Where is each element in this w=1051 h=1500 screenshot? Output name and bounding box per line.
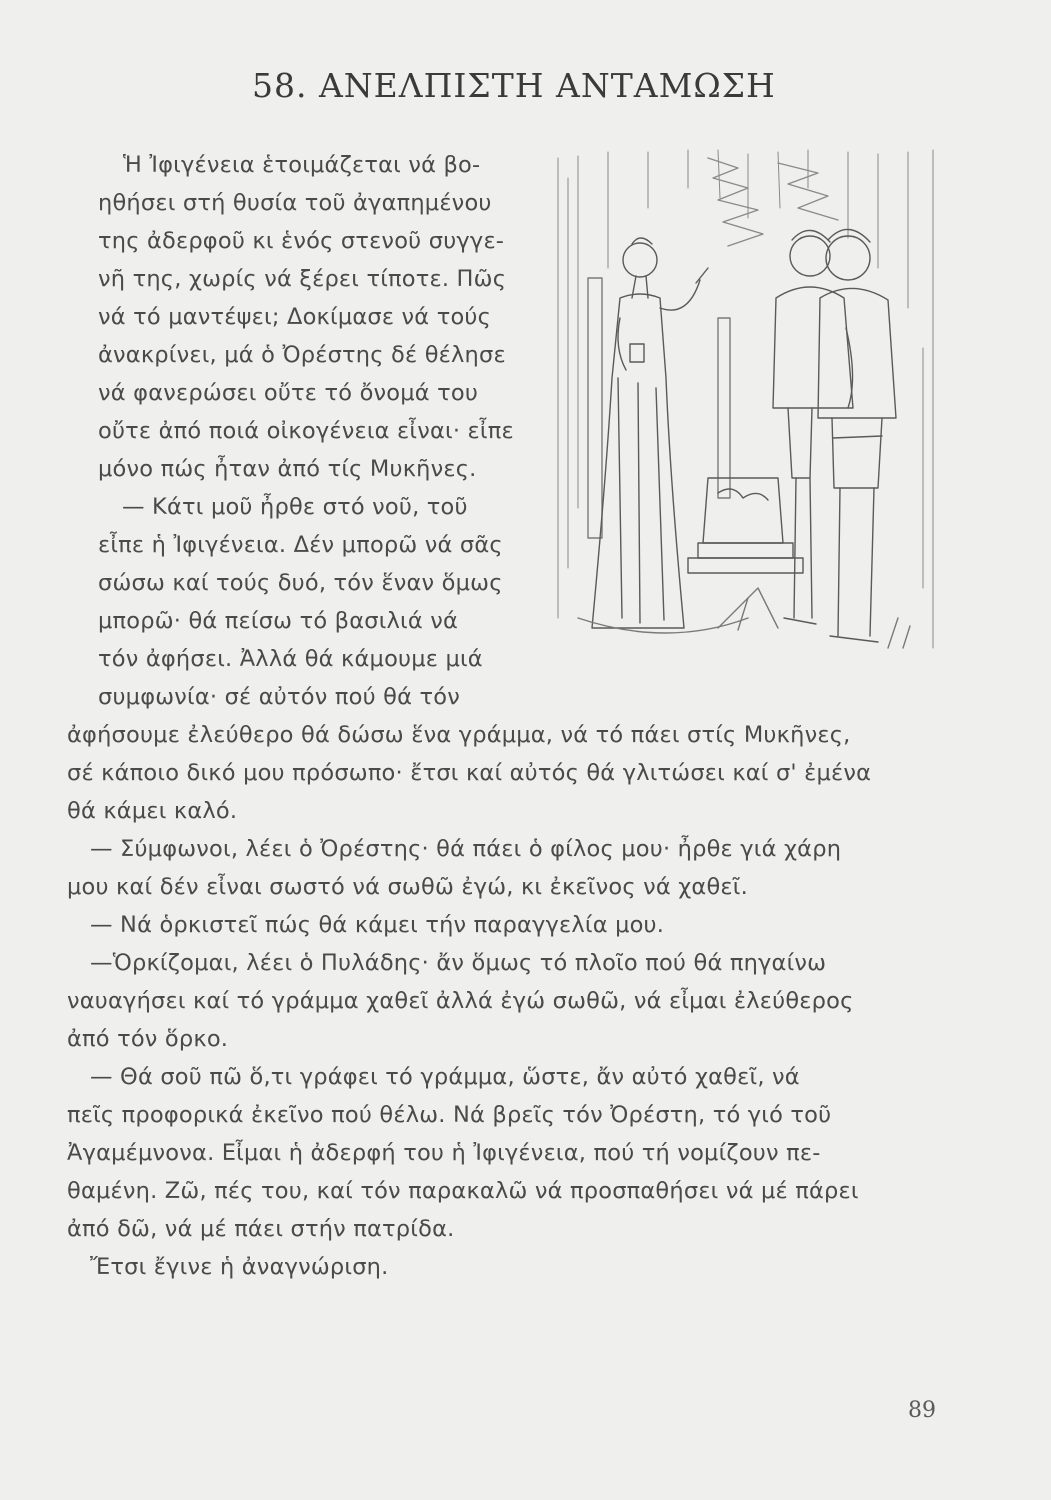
text-line: νά φανερώσει οὔτε τό ὄνομά του (98, 380, 479, 406)
text-line: — Κάτι μοῦ ἦρθε στό νοῦ, τοῦ (122, 494, 468, 520)
page-number: 89 (908, 1398, 936, 1423)
text-line: θαμένη. Ζῶ, πές του, καί τόν παρακαλῶ νά προσπαθήσει νά μέ πάρει (67, 1178, 859, 1204)
text-line: ναυαγήσει καί τό γράμμα χαθεῖ ἀλλά ἐγώ σωθῶ, νά εἶμαι ἐλεύθερος (67, 988, 854, 1014)
text-line: ἀφήσουμε ἐλεύθερο θά δώσω ἕνα γράμμα, νά τό πάει στίς Μυκῆνες, (67, 722, 851, 748)
text-line: μόνο πώς ἦταν ἀπό τίς Μυκῆνες. (98, 456, 477, 482)
text-line: τόν ἀφήσει. Ἀλλά θά κάμουμε μιά (98, 646, 483, 672)
text-line: νῆ της, χωρίς νά ξέρει τίποτε. Πῶς (98, 266, 507, 292)
text-line: Ἡ Ἰφιγένεια ἑτοιμάζεται νά βο- (123, 152, 481, 178)
text-line: Ἔτσι ἔγινε ἡ ἀναγνώριση. (90, 1254, 389, 1280)
text-line: οὔτε ἀπό ποιά οἰκογένεια εἶναι· εἶπε (98, 418, 514, 444)
text-line: συμφωνία· σέ αὐτόν πού θά τόν (98, 684, 460, 710)
text-line: —Ὁρκίζομαι, λέει ὁ Πυλάδης· ἄν ὅμως τό πλοῖο πού θά πηγαίνω (90, 950, 827, 976)
text-line: θά κάμει καλό. (67, 798, 238, 824)
text-line: πεῖς προφορικά ἐκεῖνο πού θέλω. Νά βρεῖς τόν Ὀρέστη, τό γιό τοῦ (67, 1102, 832, 1128)
iphigenia-orestes-pylades-illustration (548, 148, 940, 676)
text-line: ἀνακρίνει, μά ὁ Ὀρέστης δέ θέλησε (98, 342, 506, 368)
text-line: σέ κάποιο δικό μου πρόσωπο· ἔτσι καί αὐτός θά γλιτώσει καί σ' ἐμένα (67, 760, 872, 786)
chapter-title: 58. ΑΝΕΛΠΙΣΤΗ ΑΝΤΑΜΩΣΗ (252, 66, 776, 105)
text-line: εἶπε ἡ Ἰφιγένεια. Δέν μπορῶ νά σᾶς (98, 532, 503, 558)
text-line: ἀπό δῶ, νά μέ πάει στήν πατρίδα. (67, 1216, 455, 1242)
text-line: — Σύμφωνοι, λέει ὁ Ὀρέστης· θά πάει ὁ φίλος μου· ἦρθε γιά χάρη (90, 836, 842, 862)
text-line: ἀπό τόν ὅρκο. (67, 1026, 229, 1052)
text-line: Ἀγαμέμνονα. Εἶμαι ἡ ἀδερφή του ἡ Ἰφιγένεια, πού τή νομίζουν πε- (67, 1140, 821, 1166)
text-line: μου καί δέν εἶναι σωστό νά σωθῶ ἐγώ, κι ἐκεῖνος νά χαθεῖ. (67, 874, 748, 900)
text-line: — Θά σοῦ πῶ ὅ,τι γράφει τό γράμμα, ὥστε, ἄν αὐτό χαθεῖ, νά (90, 1064, 800, 1090)
text-line: της ἀδερφοῦ κι ἑνός στενοῦ συγγε- (98, 228, 505, 254)
text-line: νά τό μαντέψει; Δοκίμασε νά τούς (98, 304, 492, 330)
text-line: μπορῶ· θά πείσω τό βασιλιά νά (98, 608, 459, 634)
text-line: σώσω καί τούς δυό, τόν ἕναν ὅμως (98, 570, 503, 596)
text-line: ηθήσει στή θυσία τοῦ ἀγαπημένου (98, 190, 492, 216)
text-line: — Νά ὁρκιστεῖ πώς θά κάμει τήν παραγγελία μου. (90, 912, 665, 938)
